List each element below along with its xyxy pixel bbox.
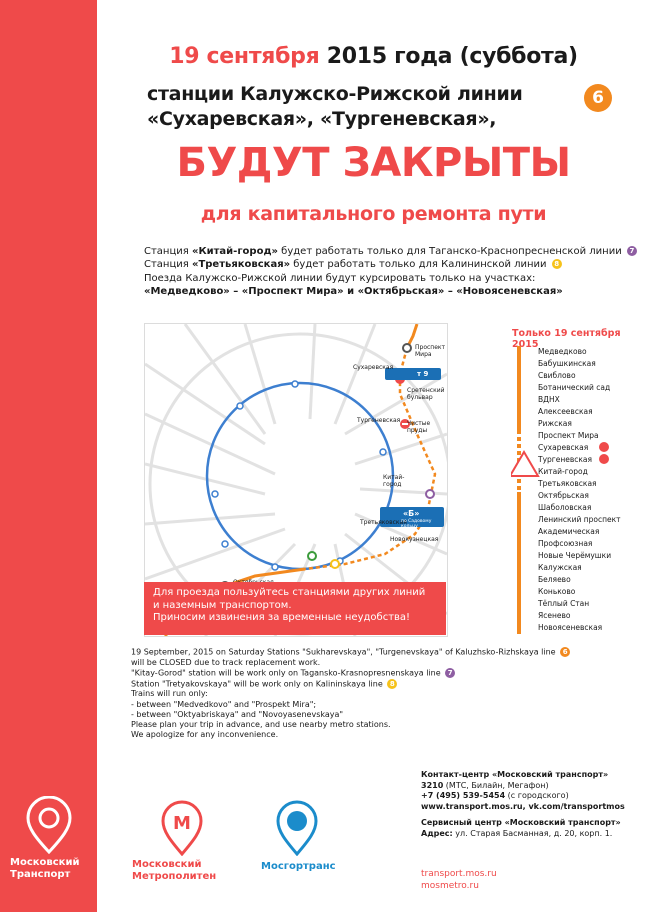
mosgortrans-logo — [275, 800, 319, 860]
map-label-sukharevskaya: Сухаревская — [353, 364, 394, 371]
line-scheme-station: Сухаревская — [538, 443, 589, 452]
line-8-badge: 8 — [552, 259, 562, 269]
repair-subtitle: для капитального ремонта пути — [200, 203, 547, 225]
line-scheme-station: Беляево — [538, 575, 571, 584]
contact-websites[interactable]: www.transport.mos.ru, vk.com/transportmos — [421, 801, 625, 811]
transport-pin-icon — [24, 796, 74, 854]
closed-headline: БУДУТ ЗАКРЫТЫ — [176, 140, 571, 186]
line-scheme-station: Шаболовская — [538, 503, 592, 512]
map-label-sretensky: Сретенский бульвар — [407, 387, 445, 401]
footer-urls — [421, 868, 497, 892]
map-label-chistye: Чистые пруды — [407, 420, 431, 434]
stations-line-1: станции Калужско-Рижской линии — [147, 83, 523, 105]
line-scheme-station: Проспект Мира — [538, 431, 599, 440]
line-scheme-station: Рижская — [538, 419, 572, 428]
poster — [97, 0, 650, 912]
bus-b-label: «Б» — [403, 509, 420, 518]
red-side-band — [0, 0, 97, 912]
line-scheme-station: Новые Черёмушки — [538, 551, 612, 560]
map-label-turgenevskaya: Тургеневская — [357, 417, 401, 424]
note-segments: «Медведково» – «Проспект Мира» и «Октябрьская» – «Новоясеневская» — [144, 286, 563, 298]
mosgortrans-pin-icon — [275, 800, 319, 856]
metro-letter: М — [173, 813, 191, 834]
contact-block: Контакт-центр «Московский транспорт» 3210 (МТС, Билайн, Мегафон) +7 (495) 539-5454 (с городского) www.transport.mos.ru, vk.com/transportmos Сервисный центр «Московский транспорт» Адрес: ул. Старая Басманная, д. 20, корп. 1. — [421, 770, 649, 840]
line-scheme-station: Китай-город — [538, 467, 588, 476]
stations-line-2: «Сухаревская», «Тургеневская», — [147, 108, 497, 130]
url-mosmetro[interactable]: mosmetro.ru — [421, 881, 479, 891]
line-6-badge: 6 — [584, 84, 612, 112]
line-scheme-station: Бабушкинская — [538, 359, 596, 368]
note-kitay-gorod: Станция «Китай-город» будет работать только для Таганско-Краснопресненской линии 7 — [144, 245, 644, 258]
closure-date: 19 сентября 2015 года (суббота) — [169, 44, 578, 69]
bus-b-sub-label: по Садовому кольцу — [401, 519, 432, 529]
en-line-6-badge: 6 — [560, 647, 570, 657]
line-scheme-station: ВДНХ — [538, 395, 560, 404]
metro-pin-icon — [160, 800, 204, 856]
line-scheme-station: Ботанический сад — [538, 383, 611, 392]
line-scheme-station: Третьяковская — [538, 479, 597, 488]
metro-logo — [160, 800, 204, 860]
line-scheme-station: Профсоюзная — [538, 539, 593, 548]
line-scheme-station: Новоясеневская — [538, 623, 603, 632]
line-scheme-station: Медведково — [538, 347, 587, 356]
line-scheme-station: Академическая — [538, 527, 600, 536]
note-trains: Поезда Калужско-Рижской линии будут курсировать только на участках: — [144, 272, 536, 284]
note-tretyakovskaya: Станция «Третьяковская» будет работать только для Калининской линии 8 — [144, 258, 644, 271]
line-scheme-station: Октябрьская — [538, 491, 589, 500]
service-notes — [144, 245, 644, 299]
map-notice: Для проезда пользуйтесь станциями других линий и наземным транспортом. Приносим извинения за временные неудобства! — [144, 582, 446, 635]
en-line-8-badge: 8 — [387, 679, 397, 689]
line-scheme-station: Алексеевская — [538, 407, 593, 416]
line-scheme-station: Ленинский проспект — [538, 515, 621, 524]
line-7-badge: 7 — [627, 246, 637, 256]
line-scheme-station: Калужская — [538, 563, 582, 572]
line-scheme-title: Только 19 сентября 2015 — [512, 328, 621, 350]
moscow-transport-logo — [24, 796, 74, 858]
line-scheme-station: Ясенево — [538, 611, 571, 620]
line-scheme-station: Свиблово — [538, 371, 576, 380]
map-label-kitay-gorod: Китай-город — [383, 474, 405, 488]
english-notice: 19 September, 2015 on Saturday Stations "Sukharevskaya", "Turgenevskaya" of Kaluzhsko-Rizhskaya line 6 will be CLOSED due to track replacement work. "Kitay-Gorod" station will be work only on Tagansko-Krasnopresnenskaya line 7 Station "Tretyakovskaya" will be work only on Kalininskaya line 8 Trains will run only: - between "Medvedkovo" and "Prospekt Mira"; - between "Oktyabriskaya" and "Novoyasenevskaya" Please plan your trip in advance, and use nearby metro stations. We apologize for any inconvenience. — [131, 647, 601, 740]
metro-logo-text: Московский Метрополитен — [132, 859, 217, 882]
moscow-transport-logo-text: Московский Транспорт — [10, 857, 80, 880]
station-list — [538, 346, 621, 634]
en-line-7-badge: 7 — [445, 668, 455, 678]
map-label-prospekt-mira: Проспект Мира — [415, 344, 446, 358]
url-transport[interactable]: transport.mos.ru — [421, 869, 497, 879]
mosgortrans-logo-text: Мосгортранс — [261, 861, 336, 872]
line-scheme-station: Коньково — [538, 587, 576, 596]
tram-9-label: т 9 — [417, 370, 429, 378]
line-scheme-station: Тёплый Стан — [538, 599, 590, 608]
map-label-novokuznetskaya: Новокузнецкая — [390, 536, 439, 543]
line-scheme-station: Тургеневская — [538, 455, 593, 464]
map-label-tretyakovskaya: Третьяковская — [360, 519, 407, 526]
